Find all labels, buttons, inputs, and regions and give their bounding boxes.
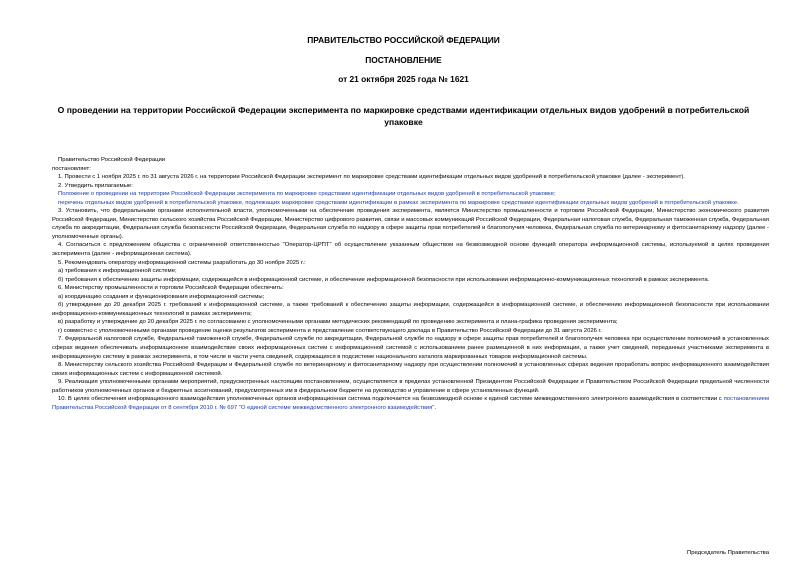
government-heading: ПРАВИТЕЛЬСТВО РОССИЙСКОЙ ФЕДЕРАЦИИ <box>307 35 500 45</box>
document-type-heading: ПОСТАНОВЛЕНИЕ <box>365 55 442 65</box>
paragraph-5: 5. Рекомендовать оператору информационной системы разработать до 30 ноября 2025 г.: <box>58 259 306 266</box>
document-title: О проведении на территории Российской Федерации эксперимента по маркировке средствами идентификации отдельных видов удобрений в потребительской упаковке <box>57 105 750 127</box>
paragraph-6: 6. Министерству промышленности и торговли Российской Федерации обеспечить: <box>58 285 284 292</box>
fertilizer-list-link[interactable]: перечень отдельных видов удобрений в потребительской упаковке, подлежащих маркировке средствами идентификации в рамках эксперимента по маркировке средствами идентификации отдельных видов удобрений в потребительской упаковке. <box>58 199 739 206</box>
intro-line: постановляет: <box>52 165 91 172</box>
regulation-link[interactable]: Положение о проведении на территории Российской Федерации эксперимента по маркировке средствами идентификации отдельных видов удобрений в потребительской упаковке; <box>58 191 556 198</box>
paragraph-6b: б) утверждение до 20 декабря 2025 г. требований к информационной системе, а также требований к обеспечению защиты информации, содержащейся в информационной системе, и обеспечению информационной безопасности при использовании информационно-коммуникационных технологий в рамках эксперимента; <box>52 302 769 317</box>
paragraph-10-text: 10. В целях обеспечения информационного взаимодействия уполномоченных органов информационная система подключается на безвозмездной основе к единой системе межведомственного электронного взаимодействия в соответствии с <box>58 396 724 403</box>
paragraph-3: 3. Установить, что федеральными органами исполнительной власти, уполномоченными на обеспечение проведения эксперимента, является Министерство промышленности и торговли Российской Федерации, Министерство экономического развития Российской Федерации, Министерство сельского хозяйства Российской Федерации, Министерство цифрового развития, связи и массовых коммуникаций Российской Федерации, Федеральная налоговая служба, Федеральная таможенная служба, Федеральная служба по аккредитации, Федеральная служба безопасности Российской Федерации, Федеральная служба по надзору в сфере защиты прав потребителей и благополучия человека, Федеральная служба по ветеринарному и фитосанитарному надзору (далее - уполномоченные органы). <box>52 208 769 240</box>
paragraph-5b: б) требования к обеспечению защиты информации, содержащейся в информационной системе, и обеспечение информационной безопасности при использовании информационно-коммуникационных технологий в рамках эксперимента. <box>58 276 710 283</box>
document-body <box>52 156 769 412</box>
paragraph-6a: а) координацию создания и функционирования информационной системы; <box>58 293 265 300</box>
paragraph-7: 7. Федеральной налоговой службе, Федеральной таможенной службе, Федеральной службе по аккредитации, Федеральной службе по надзору в сфере защиты прав потребителей и благополучия человека при осуществлении полномочий в установленных сферах ведения обеспечивать информационное взаимодействие своих информационных систем с информационной системой с использованием ранее размещенной в них информации, а также учет сведений, переданных участниками эксперимента в информационную систему в рамках эксперимента, в том числе в части учета сведений, содержащихся в подсистеме национального каталога маркированных товаров информационной системы. <box>52 336 769 360</box>
paragraph-10 <box>52 395 769 412</box>
paragraph-4: 4. Согласиться с предложением общества с ограниченной ответственностью "Оператор-ЦРПТ" об осуществлении указанным обществом на безвозмездной основе функций оператора информационной системы, используемой в целях проведения эксперимента (далее - информационная система). <box>52 242 769 258</box>
intro-line: Правительство Российской Федерации <box>58 157 166 163</box>
paragraph-6v: в) разработку и утверждение до 20 декабря 2025 г. по согласованию с уполномоченными органами методических рекомендаций по проведению эксперимента и плана-графика проведения эксперимента; <box>58 319 618 326</box>
paragraph-1: 1. Провести с 1 ноября 2025 г. по 31 августа 2026 г. на территории Российской Федерации эксперимент по маркировке средствами идентификации отдельных видов удобрений в потребительской упаковке (далее - эксперимент). <box>58 174 685 181</box>
decree-697-link[interactable]: постановлением Правительства Российской Федерации от 8 сентября 2010 г. № 697 "О единой системе межведомственного электронного взаимодействия" <box>52 396 769 411</box>
document-date: от 21 октября 2025 года № 1621 <box>338 74 469 84</box>
paragraph-5a: а) требования к информационной системе; <box>58 268 177 275</box>
paragraph-8: 8. Министерству сельского хозяйства Российской Федерации и Федеральной службе по ветеринарному и фитосанитарному надзору при осуществлении полномочий в установленных сферах ведения проработать вопрос информационного взаимодействия своих информационных систем с информационной системой. <box>52 362 769 377</box>
signature-title: Председатель Правительства <box>686 550 769 556</box>
paragraph-6g: г) совместно с уполномоченными органами проведение оценки результатов эксперимента и представление соответствующего доклада в Правительство Российской Федерации до 31 августа 2026 г. <box>58 327 602 334</box>
paragraph-10-end: . <box>434 404 437 411</box>
paragraph-2: 2. Утвердить прилагаемые: <box>58 182 133 189</box>
paragraph-9: 9. Реализация уполномоченными органами мероприятий, предусмотренных настоящим постановлением, осуществляется в пределах установленной Президентом Российской Федерации и Правительством Российской Федерации предельной численности работников уполномоченных органов и бюджетных ассигнований, предусмотренных им в федеральном бюджете на руководство и управление в сфере установленных функций. <box>52 379 769 394</box>
